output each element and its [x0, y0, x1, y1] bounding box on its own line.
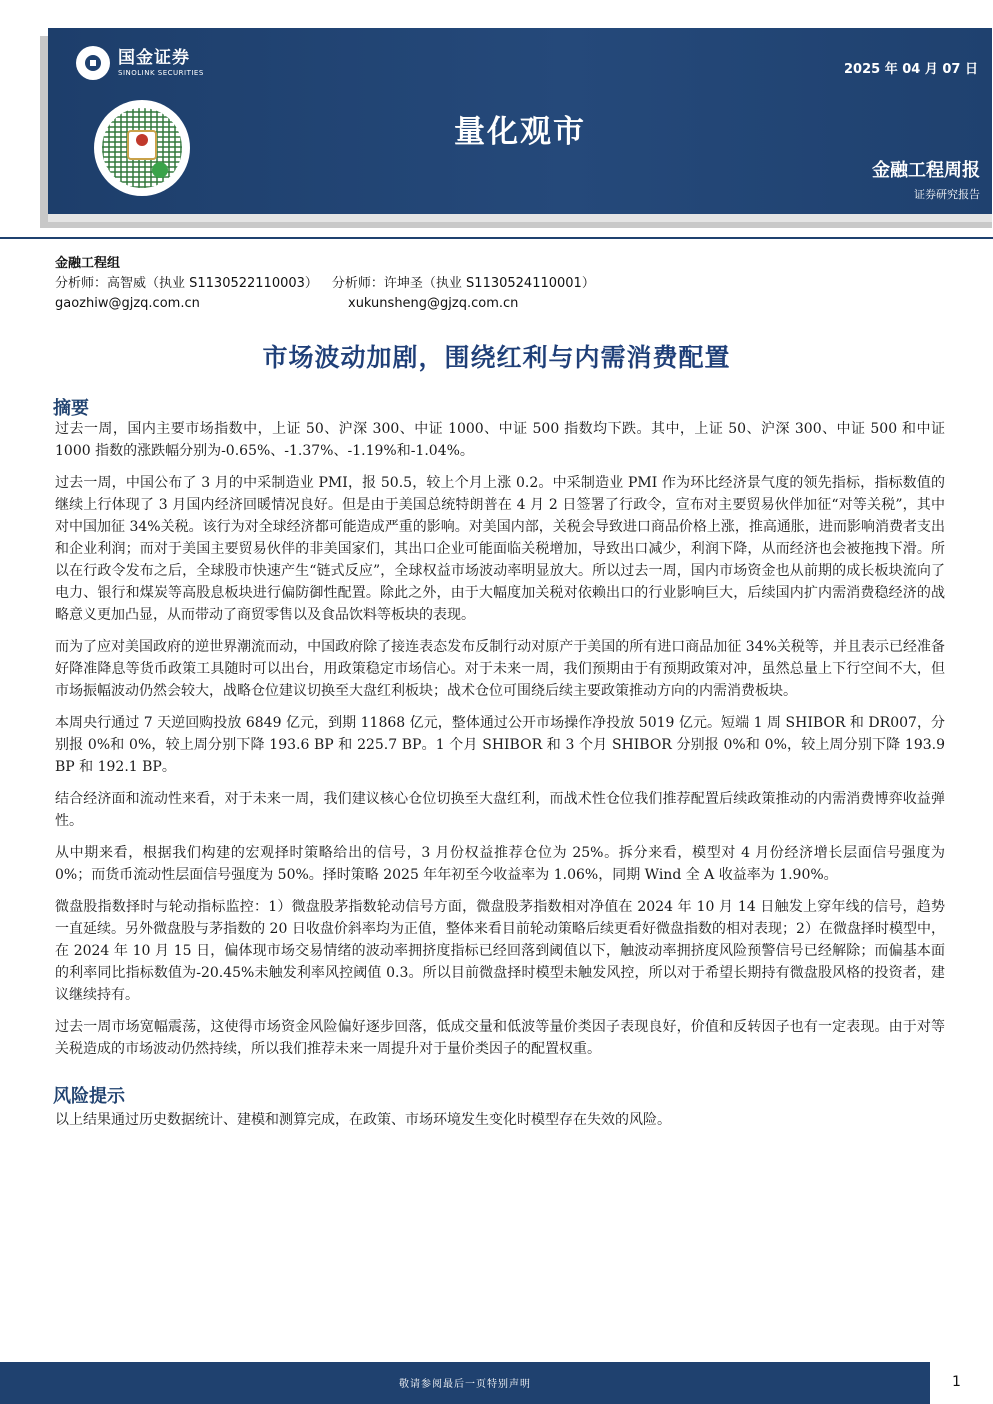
company-logo — [76, 46, 204, 80]
report-banner — [48, 28, 992, 222]
page-footer — [0, 1362, 993, 1404]
logo-name-cn: 国金证券 — [118, 48, 190, 68]
analyst-1-email[interactable]: gaozhiw@gjzq.com.cn — [55, 296, 200, 311]
summary-paragraph: 过去一周，中国公布了 3 月的中采制造业 PMI，报 50.5，较上个月上涨 0.2。中采制造业 PMI 作为环比经济景气度的领先指标，指标数值的继续上行体现了 3 月国内经济回暖情况良好。但是由于美国总统特朗普在 4 月 2 日签署了行政令，宣布对主要贸易伙伴加征“对等关税”，其中对中国加征 34%关税。该行为对全球经济都可能造成严重的影响。对美国内部，关税会导致进口商品价格上涨，推高通胀，进而影响消费者支出和企业利润；而对于美国主要贸易伙伴的非美国家们，其出口企业可能面临关税增加，导致出口减少，利润下降，从而经济也会被拖拽下滑。所以在行政令发布之后，全球股市快速产生“链式反应”，全球权益市场波动率明显放大。所以过去一周，国内市场资金也从前期的成长板块流向了电力、银行和煤炭等高股息板块进行偏防御性配置。除此之外，由于大幅度加关税对依赖出口的行业影响巨大，后续国内扩内需消费稳经济的战略意义更加凸显，从而带动了商贸零售以及食品饮料等板块的表现。 — [55, 475, 945, 623]
risk-body — [55, 1109, 945, 1141]
report-headline: 市场波动加剧，围绕红利与内需消费配置 — [262, 343, 731, 372]
report-series-title: 量化观市 — [454, 114, 586, 150]
summary-paragraph: 从中期来看，根据我们构建的宏观择时策略给出的信号，3 月份权益推荐仓位为 25%。拆分来看，模型对 4 月份经济增长层面信号强度为 0%；而货币流动性层面信号强度为 50%。择时策略 2025 年年初至今收益率为 1.06%，同期 Wind 全 A 收益率为 1.90%。 — [55, 845, 945, 883]
risk-paragraph: 以上结果通过历史数据统计、建模和测算完成，在政策、市场环境发生变化时模型存在失效的风险。 — [55, 1112, 671, 1128]
disclaimer-note: 敬请参阅最后一页特别声明 — [399, 1379, 531, 1390]
report-type: 金融工程周报 — [872, 160, 980, 181]
risk-heading: 风险提示 — [53, 1086, 125, 1107]
analyst-2-email[interactable]: xukunsheng@gjzq.com.cn — [348, 296, 519, 311]
banner-stripe — [48, 214, 992, 222]
summary-paragraph: 过去一周市场宽幅震荡，这使得市场资金风险偏好逐步回落，低成交量和低波等量价类因子表现良好，价值和反转因子也有一定表现。由于对等关税造成的市场波动仍然持续，所以我们推荐未来一周提升对于量价类因子的配置权重。 — [55, 1019, 945, 1057]
header-divider — [0, 237, 993, 239]
report-date: 2025 年 04 月 07 日 — [844, 62, 978, 77]
research-group: 金融工程组 — [55, 256, 121, 271]
footer-bar — [0, 1362, 930, 1404]
summary-paragraph: 而为了应对美国政府的逆世界潮流而动，中国政府除了接连表态发布反制行动对原产于美国的所有进口商品加征 34%关税等，并且表示已经准备好降准降息等货币政策工具随时可以出台，用政策稳定市场信心。对于未来一周，我们预期由于有预期政策对冲，虽然总量上下行空间不大，但市场振幅波动仍然会较大，战略仓位建议切换至大盘红利板块；战术仓位可围绕后续主要政策推动方向的内需消费板块。 — [55, 639, 945, 699]
summary-paragraph: 结合经济面和流动性来看，对于未来一周，我们建议核心仓位切换至大盘红利，而战术性仓位我们推荐配置后续政策推动的内需消费博弈收益弹性。 — [55, 791, 945, 829]
analyst-2: 分析师：许坤圣（执业 S1130524110001） — [331, 276, 595, 291]
author-block — [55, 254, 595, 314]
summary-heading: 摘要 — [53, 398, 89, 419]
logo-name-en: SINOLINK SECURITIES — [118, 69, 204, 77]
summary-body — [55, 418, 945, 1070]
summary-paragraph: 本周央行通过 7 天逆回购投放 6849 亿元，到期 11868 亿元，整体通过公开市场操作净投放 5019 亿元。短端 1 周 SHIBOR 和 DR007，分别报 0%和 0%，较上周分别下降 193.6 BP 和 225.7 BP。1 个月 SHIBOR 和 3 个月 SHIBOR 分别报 0%和 0%，较上周分别下降 193.9 BP 和 192.1 BP。 — [55, 715, 945, 775]
page-number: 1 — [952, 1374, 961, 1390]
analyst-1: 分析师：高智威（执业 S1130522110003） — [55, 276, 318, 291]
report-subtype: 证券研究报告 — [914, 188, 980, 201]
summary-paragraph: 微盘股指数择时与轮动指标监控：1）微盘股茅指数轮动信号方面，微盘股茅指数相对净值在 2024 年 10 月 14 日触发上穿年线的信号，趋势一直延续。另外微盘股与茅指数的 20 日收盘价斜率均为正值，整体来看目前轮动策略后续更看好微盘指数的相对表现；2）在微盘择时模型中，在 2024 年 10 月 15 日，偏体现市场交易情绪的波动率拥挤度指标已经回落到阈值以下，触波动率拥挤度风险预警信号已经解除；而偏基本面的利率同比指标数值为-20.45%未触发利率风控阈值 0.3。所以目前微盘择时模型未触发风控，所以对于希望长期持有微盘股风格的投资者，建议继续持有。 — [55, 899, 945, 1003]
sinolink-logo-icon — [76, 46, 110, 80]
summary-paragraph: 过去一周，国内主要市场指数中，上证 50、沪深 300、中证 1000、中证 500 指数均下跌。其中，上证 50、沪深 300、中证 500 和中证 1000 指数的涨跌幅分别为-0.65%、-1.37%、-1.19%和-1.04%。 — [55, 421, 945, 459]
